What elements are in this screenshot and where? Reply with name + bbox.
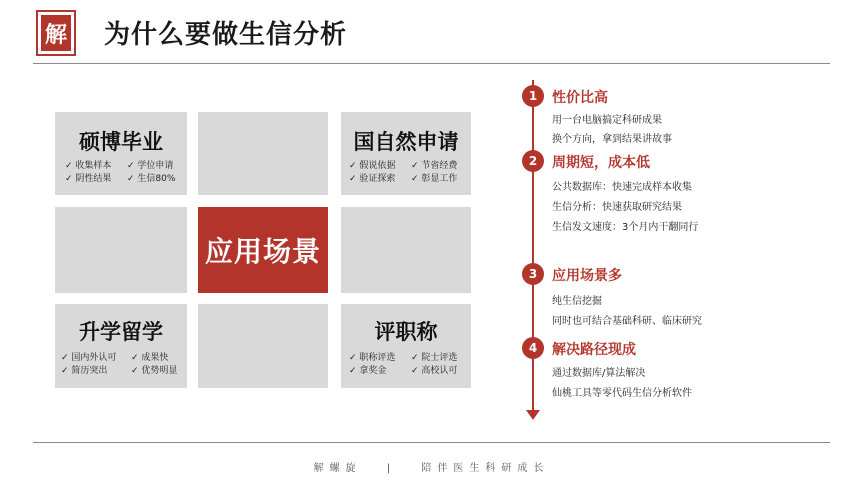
step-1-line: 用一台电脑搞定科研成果 bbox=[552, 115, 662, 126]
tile-title: 硕博毕业 bbox=[79, 130, 163, 154]
check-item: ✓ 高校认可 bbox=[411, 366, 458, 376]
check-item: ✓ 学位申请 bbox=[127, 161, 174, 171]
tile-title: 升学留学 bbox=[79, 320, 163, 344]
check-item: ✓ 院士评选 bbox=[411, 353, 458, 363]
page-title: 为什么要做生信分析 bbox=[104, 20, 348, 50]
check-item: ✓ 拿奖金 bbox=[349, 366, 387, 376]
step-1-line: 换个方向，拿到结果讲故事 bbox=[552, 134, 672, 145]
tile-title: 国自然申请 bbox=[353, 130, 459, 154]
tile-top-left bbox=[55, 112, 187, 195]
check-item: ✓ 生信80% bbox=[127, 174, 176, 184]
tile-top-right bbox=[341, 112, 471, 195]
check-item: ✓ 阴性结果 bbox=[65, 174, 112, 184]
check-item: ✓ 优势明显 bbox=[131, 366, 178, 376]
tile-title: 评职称 bbox=[374, 320, 438, 344]
check-item: ✓ 假说依据 bbox=[349, 161, 396, 171]
check-item: ✓ 成果快 bbox=[131, 353, 169, 363]
tile-checklist bbox=[65, 160, 189, 186]
tile-checklist bbox=[349, 160, 473, 186]
step-2-badge: 2 bbox=[522, 150, 544, 172]
check-item: ✓ 简历突出 bbox=[61, 366, 108, 376]
logo bbox=[36, 10, 76, 56]
step-1-title: 性价比高 bbox=[552, 90, 608, 106]
logo-seal: 解 bbox=[41, 15, 71, 51]
step-3-line: 纯生信挖掘 bbox=[552, 296, 602, 307]
check-item: ✓ 彰显工作 bbox=[411, 174, 458, 184]
footer-separator: | bbox=[386, 463, 397, 474]
step-4-line: 通过数据库/算法解决 bbox=[552, 368, 646, 379]
step-3-line: 同时也可结合基础科研、临床研究 bbox=[552, 316, 702, 327]
check-item: ✓ 收集样本 bbox=[65, 161, 112, 171]
tile-center-scenarios bbox=[198, 207, 328, 293]
tile-bottom-right bbox=[341, 304, 471, 388]
arrow-down-icon bbox=[526, 410, 540, 420]
bottom-divider bbox=[33, 442, 830, 443]
tile-top-middle bbox=[198, 112, 328, 195]
step-4-line: 仙桃工具等零代码生信分析软件 bbox=[552, 388, 692, 399]
check-item: ✓ 节省经费 bbox=[411, 161, 458, 171]
step-1-badge: 1 bbox=[522, 85, 544, 107]
tile-checklist bbox=[61, 352, 193, 378]
step-2-title: 周期短，成本低 bbox=[552, 155, 650, 171]
check-item: ✓ 职称评选 bbox=[349, 353, 396, 363]
tile-middle-left bbox=[55, 207, 187, 293]
check-item: ✓ 验证探索 bbox=[349, 174, 396, 184]
footer bbox=[0, 459, 863, 474]
step-4-badge: 4 bbox=[522, 337, 544, 359]
check-item: ✓ 国内外认可 bbox=[61, 353, 117, 363]
center-label: 应用场景 bbox=[204, 235, 321, 268]
step-3-title: 应用场景多 bbox=[552, 268, 622, 284]
tile-bottom-left bbox=[55, 304, 187, 388]
tile-checklist bbox=[349, 352, 473, 378]
step-2-line: 生信发文速度：3个月内干翻同行 bbox=[552, 222, 699, 233]
step-2-line: 公共数据库：快速完成样本收集 bbox=[552, 182, 692, 193]
step-4-title: 解决路径现成 bbox=[552, 342, 636, 358]
footer-brand: 解螺旋 bbox=[313, 463, 362, 474]
step-2-line: 生信分析：快速获取研究结果 bbox=[552, 202, 682, 213]
tile-bottom-middle bbox=[198, 304, 328, 388]
step-3-badge: 3 bbox=[522, 263, 544, 285]
timeline-line bbox=[532, 80, 534, 414]
footer-slogan: 陪伴医生科研成长 bbox=[421, 463, 550, 474]
top-divider bbox=[33, 63, 830, 64]
tile-middle-right bbox=[341, 207, 471, 293]
